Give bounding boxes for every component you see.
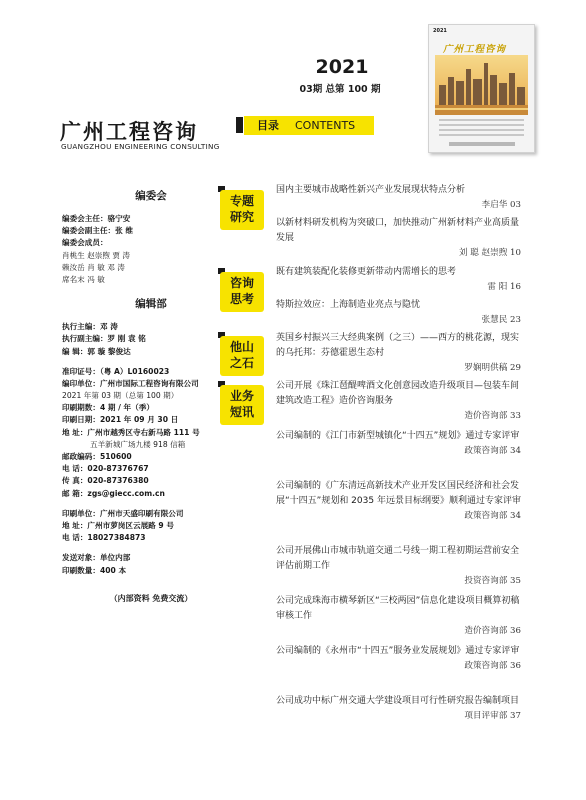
section-badge-special-research <box>220 190 264 230</box>
toc-entry[interactable] <box>276 265 521 295</box>
info-line: 地 址：广州市越秀区寺右新马路 111 号 <box>62 427 200 437</box>
toc-entry[interactable] <box>276 479 521 524</box>
info-line: 编印单位：广州市国际工程咨询有限公司 <box>62 378 199 388</box>
committee-line: 席名末 冯 敏 <box>62 274 105 284</box>
toc-entry-title: 公司编制的《江门市新型城镇化“十四五”规划》通过专家评审 <box>276 431 520 441</box>
committee-line: 赖汝岳 肖 敏 邓 涛 <box>62 262 125 272</box>
dept-line: 执行主编：邓 涛 <box>62 322 118 332</box>
distribution-line: 印刷数量：400 本 <box>62 565 127 575</box>
contents-label-en: CONTENTS <box>295 119 356 132</box>
cover-publisher-line <box>449 142 515 146</box>
toc-entry-author-page: 政策咨询部 36 <box>464 661 521 671</box>
printer-line: 地 址：广州市萝岗区云展路 9 号 <box>62 520 174 530</box>
toc-entry[interactable] <box>276 183 521 213</box>
magazine-title: 广州工程咨询 <box>60 120 198 144</box>
toc-entry-title: 以新材料研发机构为突破口，加快推动广州新材料产业高质量发展 <box>276 218 520 243</box>
toc-entry-author-page: 刘 聪 赵崇煦 10 <box>458 248 521 258</box>
info-line: 邮 箱：zgs@giecc.com.cn <box>62 488 165 498</box>
toc-entry[interactable] <box>276 594 521 639</box>
info-line: 印刷日期：2021 年 09 月 30 日 <box>62 415 179 425</box>
toc-entry[interactable] <box>276 379 521 424</box>
toc-entry-title: 公司完成珠海市横琴新区“三校两园”信息化建设项目概算初稿审核工作 <box>276 596 520 621</box>
issue-year: 2021 <box>315 56 369 78</box>
info-line: 传 真：020-87376380 <box>62 476 149 486</box>
issue-number: 03期 总第 100 期 <box>299 84 381 95</box>
toc-entry[interactable] <box>276 544 521 589</box>
info-line: 准印证号：（粤 A）L0160023 <box>62 366 170 376</box>
toc-entry-author-page: 造价咨询部 33 <box>464 411 521 421</box>
toc-entry-author-page: 罗娴明供稿 29 <box>464 363 521 373</box>
toc-entry-author-page: 政策咨询部 34 <box>464 511 521 521</box>
dept-line: 编 辑：郭 璇 黎俊达 <box>62 346 131 356</box>
cover-text-lines <box>439 119 524 139</box>
editorial-committee-heading: 编委会 <box>135 190 167 202</box>
toc-entry-title: 国内主要城市战略性新兴产业发展现状特点分析 <box>276 185 466 195</box>
magazine-title-en: GUANGZHOU ENGINEERING CONSULTING <box>61 142 220 151</box>
info-line: 五羊新城广场九楼 918 信箱 <box>90 439 186 449</box>
badge-text: 思考 <box>229 292 254 306</box>
toc-entry[interactable] <box>276 644 521 674</box>
masthead <box>62 186 240 604</box>
distribution-line: 发送对象：单位内部 <box>62 553 131 563</box>
toc-entry-author-page: 投资咨询部 35 <box>464 576 521 586</box>
committee-line: 编委会副主任：张 维 <box>62 226 133 236</box>
toc-entry-author-page: 李启华 03 <box>481 200 521 210</box>
toc-entry-title: 公司开展佛山市城市轨道交通二号线一期工程初期运营前安全评估前期工作 <box>276 546 520 571</box>
section-badge-other-hills <box>220 336 264 376</box>
section-badge-business-news <box>220 385 264 425</box>
info-line: 2021 年第 03 期（总第 100 期） <box>62 391 179 401</box>
section-badge-consulting-thoughts <box>220 272 264 312</box>
editorial-dept-heading: 编辑部 <box>135 298 167 311</box>
info-line: 邮政编码：510600 <box>62 452 132 461</box>
printer-line: 印刷单位：广州市天盛印刷有限公司 <box>62 508 184 518</box>
toc-entry-author-page: 造价咨询部 36 <box>464 626 521 636</box>
toc-entry-title: 公司开展《珠江琶醍啤酒文化创意园改造升级项目—包装车间建筑改造工程》造价咨询服务 <box>276 381 520 406</box>
toc-entry[interactable] <box>276 429 521 459</box>
toc-entry-author-page: 张慧民 23 <box>481 315 521 325</box>
committee-line: 编委会主任：骆宁安 <box>62 214 131 223</box>
badge-text: 咨询 <box>229 276 254 290</box>
badge-text: 业务 <box>229 389 254 403</box>
toc-entry[interactable] <box>276 216 521 261</box>
committee-line: 编委会成员： <box>62 238 108 248</box>
toc-entry-title: 公司编制的《广东清远高新技术产业开发区国民经济和社会发展“十四五”规划和 2035 年远景目标纲要》顺利通过专家评审 <box>276 481 521 506</box>
cover-title: 广州工程咨询 <box>443 44 507 55</box>
toc-entry-author-page: 项目评审部 37 <box>464 711 521 721</box>
toc-entry[interactable] <box>276 298 521 328</box>
toc-entry-title: 英国乡村振兴三大经典案例（之三）——西方的桃花源，现实的乌托邦：芬德霍恩生态村 <box>276 333 520 358</box>
committee-line: 肖桃生 赵崇煦 贾 涛 <box>62 250 130 260</box>
printer-line: 电 话：18027384873 <box>62 533 146 543</box>
toc-entry-author-page: 雷 阳 16 <box>487 282 521 292</box>
dept-line: 执行副主编：罗 刚 袁 铭 <box>62 334 146 344</box>
toc-entry[interactable] <box>276 331 521 376</box>
cover-thumbnail <box>428 24 535 153</box>
info-line: 电 话：020-87376767 <box>62 464 149 474</box>
cover-year: 2021 <box>433 28 447 34</box>
toc-entry-title: 特斯拉效应：上海制造业亮点与隐忧 <box>276 300 421 310</box>
info-line: 印刷期数：4 期 / 年（季） <box>62 403 154 413</box>
internal-note: （内部资料 免费交流） <box>109 593 193 603</box>
cover-city-image <box>435 55 528 115</box>
badge-text: 短讯 <box>229 405 254 419</box>
toc-entry-title: 既有建筑装配化装修更新带动内需增长的思考 <box>276 267 457 277</box>
toc-entry[interactable] <box>276 694 521 724</box>
badge-text: 之石 <box>229 356 254 370</box>
toc-entry-title: 公司编制的《永州市“十四五”服务业发展规划》通过专家评审 <box>276 646 520 656</box>
toc-entry-author-page: 政策咨询部 34 <box>464 446 521 456</box>
contents-banner <box>244 116 374 135</box>
contents-label: 目录 <box>257 119 279 132</box>
toc-entry-title: 公司成功中标广州交通大学建设项目可行性研究报告编制项目 <box>276 696 520 706</box>
badge-text: 专题 <box>229 194 254 208</box>
badge-text: 他山 <box>229 340 254 354</box>
contents-marker <box>236 117 243 133</box>
badge-text: 研究 <box>229 210 254 224</box>
